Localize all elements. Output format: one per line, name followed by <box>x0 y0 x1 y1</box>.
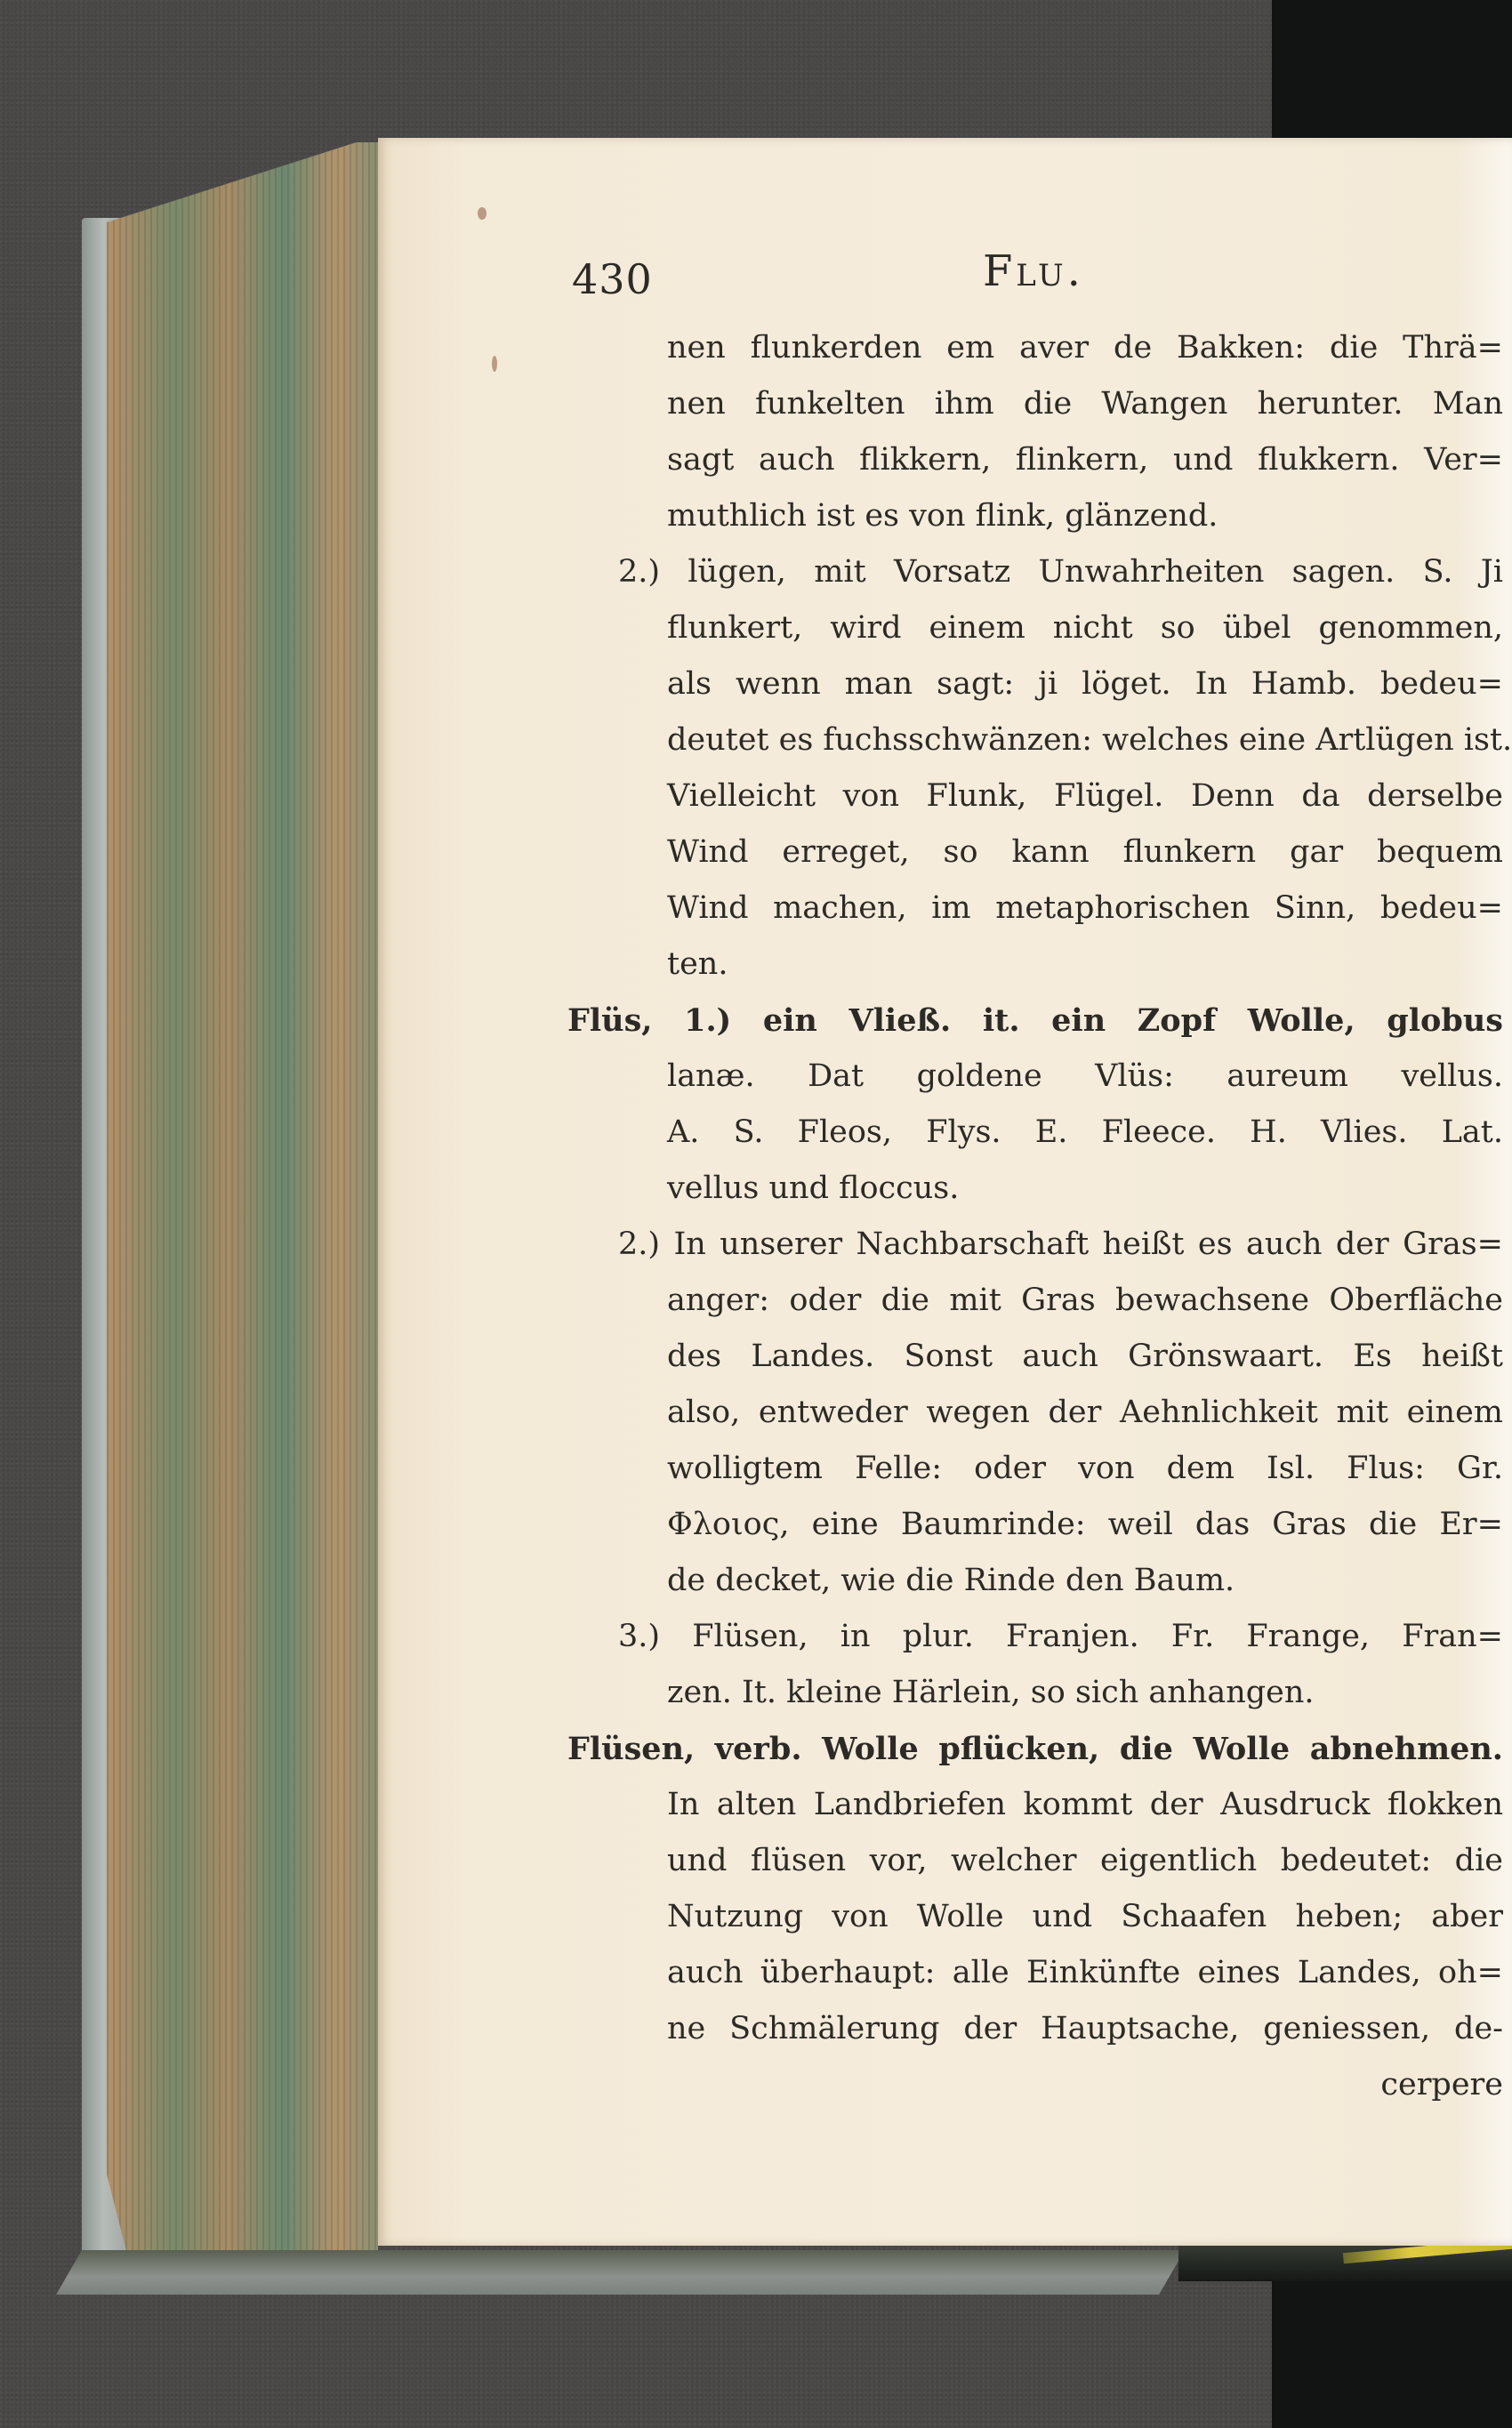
paper-stain <box>478 207 487 220</box>
text-line: muthlich ist es von flink, glänzend. <box>667 498 1218 534</box>
text-line: Φλοιος, eine Baumrinde: weil das Gras die Er= <box>667 1507 1503 1542</box>
sense-2-line: 2.) lügen, mit Vorsatz Unwahrheiten sagen. S. Ji <box>618 554 1503 590</box>
sense-2-line: 2.) In unserer Nachbarschaft heißt es auch der Gras= <box>618 1226 1503 1262</box>
text-line: nen flunkerden em aver de Bakken: die Thrä= <box>667 330 1503 366</box>
dictionary-text-block <box>567 320 1512 2113</box>
running-head: Flu. <box>983 246 1084 296</box>
text-line: A. S. Fleos, Flys. E. Fleece. H. Vlies. Lat. <box>667 1114 1503 1150</box>
book-bottom-board <box>56 2250 1185 2295</box>
text-line: Wind machen, im metaphorischen Sinn, bedeu= <box>667 890 1503 926</box>
text-line: wolligtem Felle: oder von dem Isl. Flus: Gr. <box>667 1451 1503 1486</box>
text-line: lanæ. Dat goldene Vlüs: aureum vellus. <box>667 1058 1503 1094</box>
text-line: flunkert, wird einem nicht so übel genommen, <box>667 610 1503 646</box>
text-line: ten. <box>667 946 728 982</box>
page-number: 430 <box>572 255 653 303</box>
text-line: also, entweder wegen der Aehnlichkeit mit einem <box>667 1395 1503 1430</box>
text-line: und flüsen vor, welcher eigentlich bedeutet: die <box>667 1843 1503 1878</box>
headword-flues-line: Flüs, 1.) ein Vließ. it. ein Zopf Wolle, globus <box>567 1002 1503 1039</box>
text-line: Vielleicht von Flunk, Flügel. Denn da derselbe <box>667 778 1503 814</box>
text-line: ne Schmälerung der Hauptsache, geniessen, de- <box>667 2011 1503 2046</box>
headword-fluesen-line: Flüsen, verb. Wolle pflücken, die Wolle abnehmen. <box>567 1731 1503 1767</box>
text-line: auch überhaupt: alle Einkünfte eines Landes, oh= <box>667 1955 1503 1990</box>
paper-stain <box>492 356 497 372</box>
text-line: zen. It. kleine Härlein, so sich anhangen. <box>667 1675 1315 1710</box>
text-line: Nutzung von Wolle und Schaafen heben; aber <box>667 1899 1503 1934</box>
text-line: nen funkelten ihm die Wangen herunter. Man <box>667 386 1503 422</box>
text-line: anger: oder die mit Gras bewachsene Oberfläche <box>667 1282 1503 1318</box>
text-line: des Landes. Sonst auch Grönswaart. Es heißt <box>667 1339 1503 1374</box>
catchword: cerpere <box>1380 2067 1503 2102</box>
text-line: als wenn man sagt: ji löget. In Hamb. bedeu= <box>667 666 1503 702</box>
text-line: vellus und floccus. <box>667 1170 960 1206</box>
text-line: sagt auch flikkern, flinkern, und flukkern. Ver= <box>667 442 1503 478</box>
text-line: In alten Landbriefen kommt der Ausdruck flokken <box>667 1787 1503 1822</box>
sense-3-line: 3.) Flüsen, in plur. Franjen. Fr. Frange, Fran= <box>618 1619 1503 1654</box>
text-line: Wind erreget, so kann flunkern gar bequem <box>667 834 1503 870</box>
page-block-edges <box>107 142 378 2259</box>
text-line: deutet es fuchsschwänzen: welches eine Artlügen ist. <box>667 722 1512 758</box>
text-line: de decket, wie die Rinde den Baum. <box>667 1563 1235 1598</box>
book-page <box>378 138 1512 2246</box>
